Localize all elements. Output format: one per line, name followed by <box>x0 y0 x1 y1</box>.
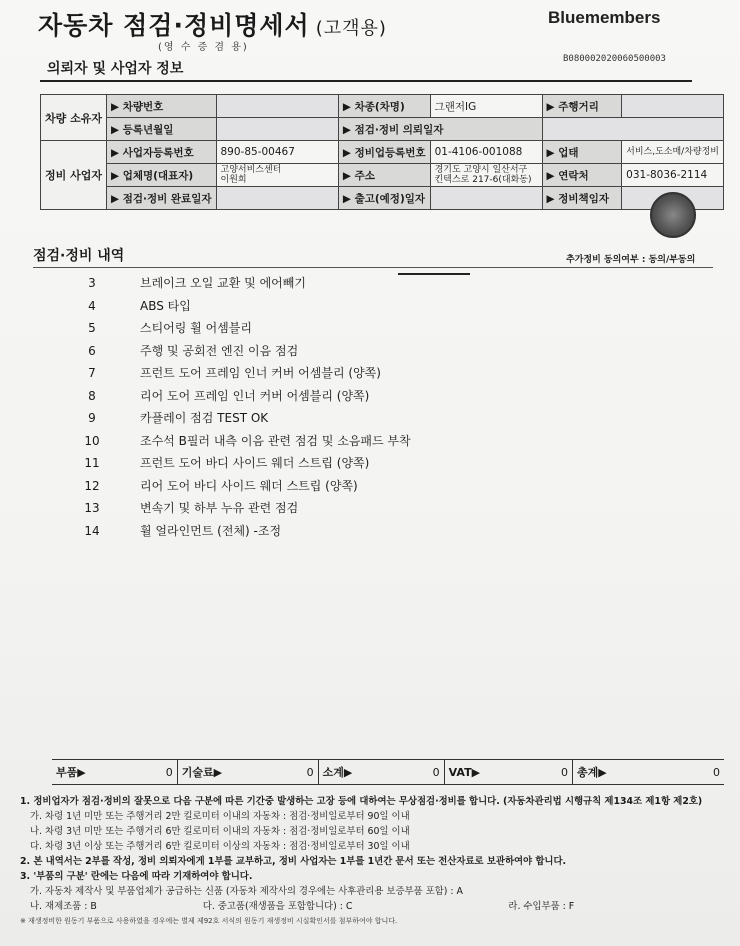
note-2: 2. 본 내역서는 2부를 작성, 정비 의뢰자에게 1부를 교부하고, 정비 사업자는 1부를 1년간 문서 또는 전산자료로 보관하여야 합니다. <box>20 856 567 867</box>
maintenance-divider <box>33 267 713 268</box>
subtotal-value: 0 <box>372 760 445 785</box>
parts-label: 부품▶ <box>52 760 105 785</box>
list-item: 7 프런트 도어 프레임 인너 커버 어셈블리 (양쪽) <box>88 366 381 380</box>
list-item: 10 조수석 B필러 내측 이음 관련 점검 및 소음패드 부착 <box>84 433 411 448</box>
labor-label: 기술료▶ <box>177 760 245 785</box>
contact-label: ▶ 연락처 <box>542 164 622 187</box>
request-date-value <box>542 118 723 141</box>
document-title: 자동차 점검·정비명세서 (고객용) <box>38 11 387 40</box>
receipt-note: (영 수 증 겸 용) <box>158 42 249 53</box>
vehicle-no-label: ▶ 차량번호 <box>106 95 216 118</box>
parts-value: 0 <box>105 760 178 785</box>
model-label: ▶ 차종(차명) <box>338 95 430 118</box>
vehicle-no-value <box>216 95 338 118</box>
note-3a: 가. 자동차 제작사 및 부품업체가 공급하는 신품 (자동차 제작사의 경우에는 사후관리용 보증부품 포함) : A <box>30 886 463 897</box>
manager-label: ▶ 정비책임자 <box>542 187 622 210</box>
labor-value: 0 <box>246 760 319 785</box>
completion-date-value <box>216 187 338 210</box>
list-item: 4 ABS 타입 <box>88 298 191 313</box>
reg-year-value <box>216 118 338 141</box>
repair-reg-value: 01-4106-001088 <box>430 141 542 164</box>
section-title-maintenance: 점검·정비 내역 <box>33 248 125 264</box>
note-1: 1. 정비업자가 점검·정비의 잘못으로 다음 구분에 따른 기간중 발생하는 고장 등에 대하여는 무상점검·정비를 합니다. (자동차관리법 시행규칙 제134조 제1항 제2호) <box>20 796 703 807</box>
release-date-value <box>430 187 542 210</box>
extra-repair-consent: 추가정비 동의여부 : 동의/부동의 <box>566 255 696 265</box>
info-table <box>40 94 724 210</box>
company-seal-stamp <box>650 192 696 238</box>
document-title-sub: (고객용) <box>315 18 387 39</box>
note-3b: 나. 재제조품 : B <box>30 901 97 912</box>
business-group-label: 정비 사업자 <box>41 141 107 210</box>
maintenance-list <box>80 272 640 542</box>
release-date-label: ▶ 출고(예정)일자 <box>338 187 430 210</box>
note-1c: 다. 차령 3년 이상 또는 주행거리 6만 킬로미터 이상의 자동차 : 점검·정비일로부터 30일 이내 <box>30 841 410 852</box>
section-rule <box>40 80 692 82</box>
list-item: 8 리어 도어 프레임 인너 커버 어셈블리 (양쪽) <box>88 388 370 403</box>
list-item: 12 리어 도어 바디 사이드 웨더 스트립 (양쪽) <box>84 478 358 493</box>
list-item: 11 프런트 도어 바디 사이드 웨더 스트립 (양쪽) <box>84 456 370 470</box>
footer-note: ※ 재생정비한 원동기 부품으로 사용하였을 경우에는 별제 제92호 서식의 원동기 재생정비 시실확인서를 첨부하여야 합니다. <box>20 917 398 925</box>
note-1a: 가. 차령 1년 미만 또는 주행거리 2만 킬로미터 이내의 자동차 : 점검·정비일로부터 90일 이내 <box>30 811 410 822</box>
repair-reg-label: ▶ 정비업등록번호 <box>338 141 430 164</box>
biz-reg-label: ▶ 사업자등록번호 <box>106 141 216 164</box>
document-number: B080002020060500003 <box>563 54 666 64</box>
mileage-value <box>622 95 724 118</box>
owner-group-label: 차량 소유자 <box>41 95 107 141</box>
list-item: 13 변속기 및 하부 누유 관련 점검 <box>84 501 299 515</box>
list-item: 6 주행 및 공회전 엔진 이음 점검 <box>88 343 299 358</box>
industry-value: 서비스,도소매/차량정비 <box>622 141 724 164</box>
list-item: 14 휠 얼라인먼트 (전체) -조정 <box>84 523 282 538</box>
list-item: 3 브레이크 오일 교환 및 에어빼기 <box>88 276 306 290</box>
note-1b: 나. 차령 3년 미만 또는 주행거리 6만 킬로미터 이내의 자동차 : 점검·정비일로부터 60일 이내 <box>30 826 410 837</box>
mileage-label: ▶ 주행거리 <box>542 95 622 118</box>
vat-label: VAT▶ <box>444 760 500 785</box>
brand-logo: Bluemembers <box>548 8 661 27</box>
company-value: 고양서비스센터 이원희 <box>216 164 338 187</box>
note-3d: 라. 수입부품 : F <box>508 901 575 912</box>
address-label: ▶ 주소 <box>338 164 430 187</box>
request-date-label: ▶ 점검·정비 의뢰일자 <box>338 118 542 141</box>
section-title-info: 의뢰자 및 사업자 정보 <box>47 61 184 77</box>
address-value: 경기도 고양시 일산서구 킨텍스로 217-6(대화동) <box>430 164 542 187</box>
note-3: 3. '부품의 구분' 란에는 다음에 따라 기재하여야 합니다. <box>20 871 253 882</box>
notes-section <box>20 794 732 929</box>
vat-value: 0 <box>500 760 573 785</box>
note-3-parts-row <box>20 899 732 914</box>
note-3c: 다. 중고품(재생품을 포함합니다) : C <box>202 901 353 912</box>
company-label: ▶ 업체명(대표자) <box>106 164 216 187</box>
subtotal-label: 소계▶ <box>318 760 371 785</box>
model-value: 그랜저IG <box>430 95 542 118</box>
biz-reg-value: 890-85-00467 <box>216 141 338 164</box>
list-item: 9 카플레이 점검 TEST OK <box>88 411 269 425</box>
total-value: 0 <box>626 760 724 785</box>
list-item: 5 스티어링 휠 어셈블리 <box>88 321 252 335</box>
reg-year-label: ▶ 등록년월일 <box>106 118 216 141</box>
totals-bar <box>52 759 724 785</box>
contact-value: 031-8036-2114 <box>622 164 724 187</box>
completion-date-label: ▶ 점검·정비 완료일자 <box>106 187 216 210</box>
total-label: 총계▶ <box>572 760 626 785</box>
industry-label: ▶ 업태 <box>542 141 622 164</box>
